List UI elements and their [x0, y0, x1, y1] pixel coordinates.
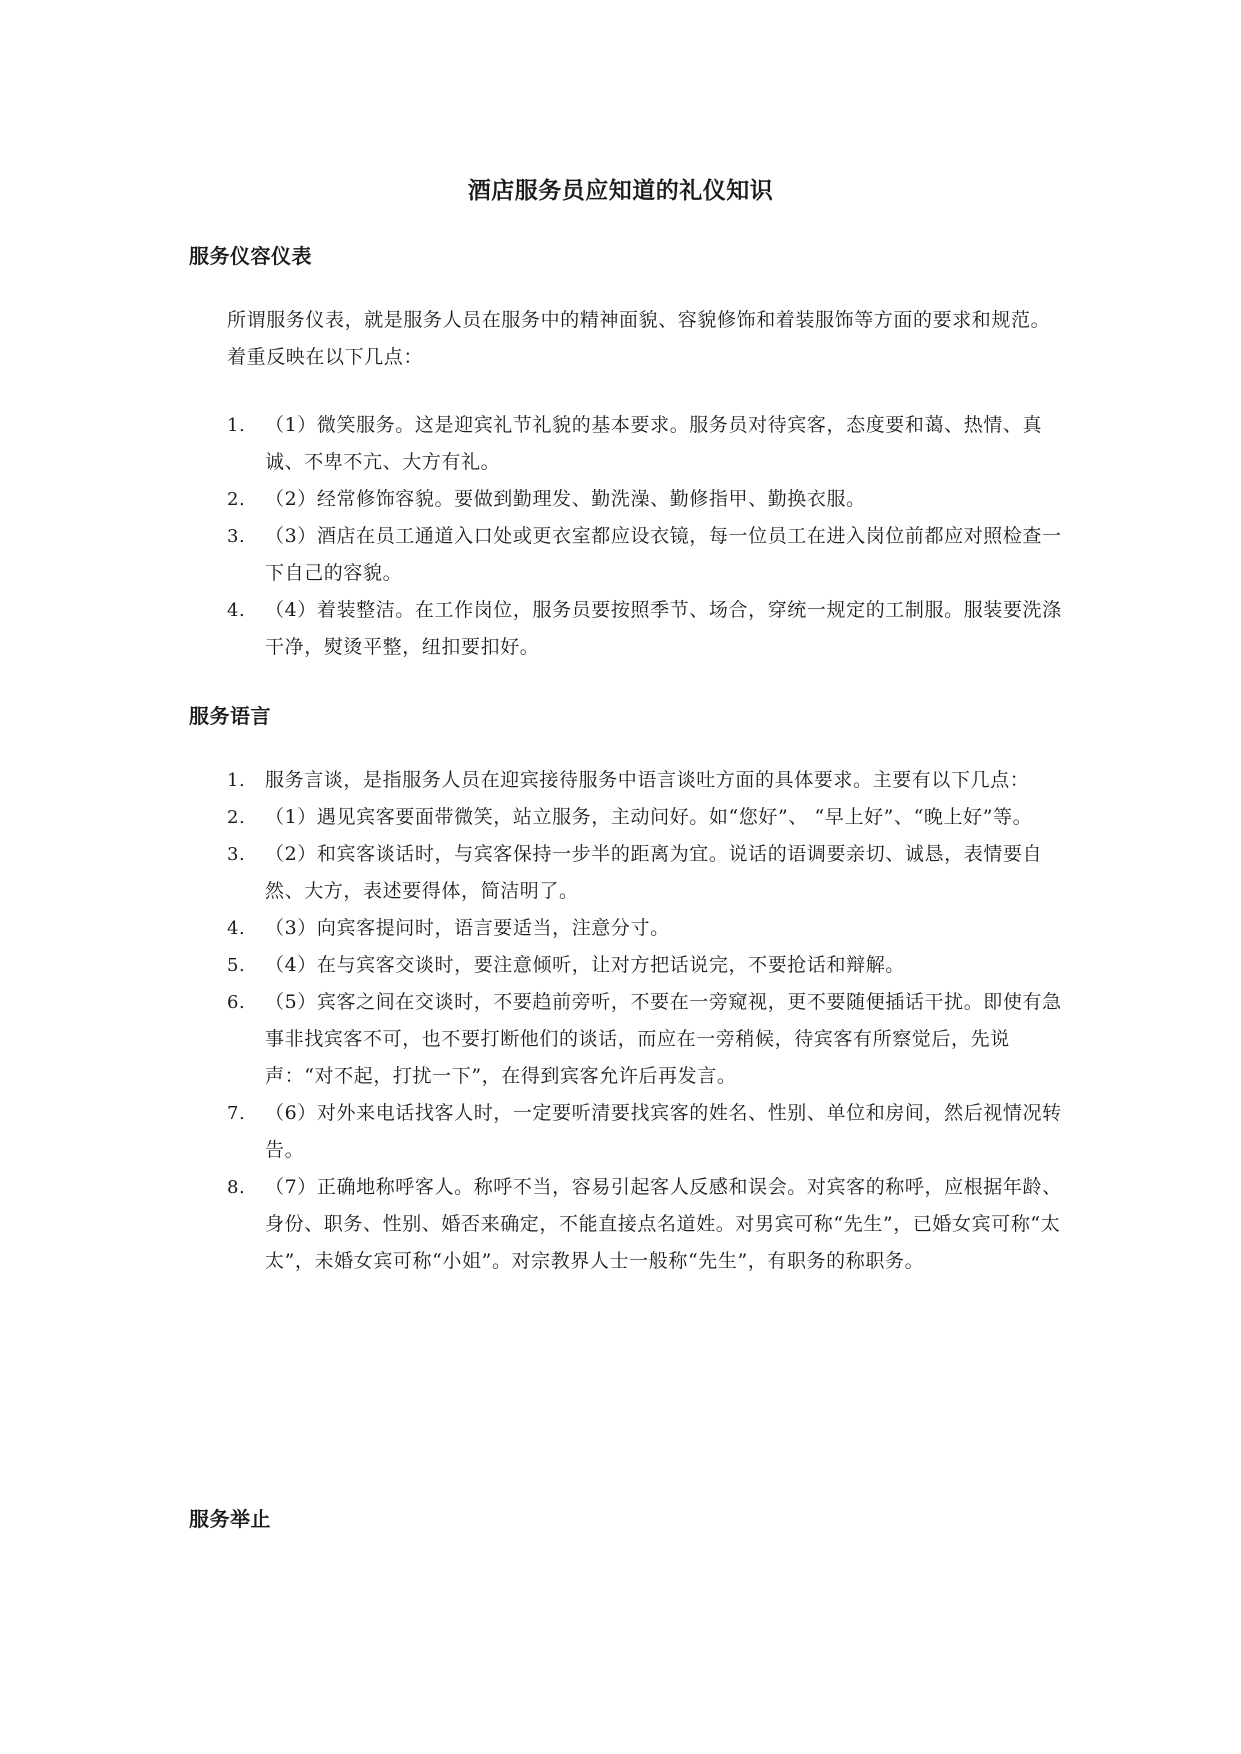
- list-number: 5.: [227, 955, 246, 976]
- list-item-text: （3）酒店在员工通道入口处或更衣室都应设衣镜，每一位员工在进入岗位前都应对照检查一下自己的容貌。: [265, 525, 1062, 584]
- list-item-text: （7）正确地称呼客人。称呼不当，容易引起客人反感和误会。对宾客的称呼，应根据年龄、身份、职务、性别、婚否来确定，不能直接点名道姓。对男宾可称“先生”，已婚女宾可称“太太”，未婚女宾可称“小姐”。对宗教界人士一般称“先生”，有职务的称职务。: [265, 1176, 1062, 1272]
- list-item: [0, 836, 1065, 910]
- list-number: 4.: [227, 918, 246, 939]
- list-item: [0, 1095, 1065, 1169]
- list-item: [0, 592, 1065, 666]
- list-item-text: （6）对外来电话找客人时，一定要听清要找宾客的姓名、性别、单位和房间，然后视情况转告。: [265, 1102, 1062, 1161]
- list-item: [0, 799, 1065, 836]
- appearance-list: [0, 407, 1065, 666]
- list-item-text: 服务言谈，是指服务人员在迎宾接待服务中语言谈吐方面的具体要求。主要有以下几点：: [265, 769, 1030, 791]
- list-number: 2.: [227, 807, 246, 828]
- list-item: [0, 762, 1065, 799]
- list-number: 6.: [227, 992, 246, 1013]
- list-number: 8.: [227, 1177, 246, 1198]
- list-item-text: （4）在与宾客交谈时，要注意倾听，让对方把话说完，不要抢话和辩解。: [265, 954, 905, 976]
- section-heading-manners: 服务举止: [189, 1507, 271, 1531]
- list-number: 1.: [227, 770, 246, 791]
- list-item-text: （3）向宾客提问时，语言要适当，注意分寸。: [265, 917, 670, 939]
- list-number: 7.: [227, 1103, 246, 1124]
- list-item: [0, 407, 1065, 481]
- list-item: [0, 481, 1065, 518]
- list-item-text: （1）遇见宾客要面带微笑，站立服务，主动问好。如“您好”、 “早上好”、“晚上好”等。: [265, 806, 1033, 828]
- list-item: [0, 1169, 1065, 1280]
- list-item-text: （1）微笑服务。这是迎宾礼节礼貌的基本要求。服务员对待宾客，态度要和蔼、热情、真诚、不卑不亢、大方有礼。: [265, 414, 1043, 473]
- list-number: 4.: [227, 600, 246, 621]
- list-item: [0, 910, 1065, 947]
- list-item: [0, 947, 1065, 984]
- list-item-text: （2）经常修饰容貌。要做到勤理发、勤洗澡、勤修指甲、勤换衣服。: [265, 488, 866, 510]
- list-number: 1.: [227, 415, 246, 436]
- list-item-text: （2）和宾客谈话时，与宾客保持一步半的距离为宜。说话的语调要亲切、诚恳，表情要自然、大方，表述要得体，简洁明了。: [265, 843, 1043, 902]
- section-intro-paragraph: 所谓服务仪表，就是服务人员在服务中的精神面貌、容貌修饰和着装服饰等方面的要求和规范。着重反映在以下几点：: [227, 309, 1051, 368]
- list-number: 2.: [227, 489, 246, 510]
- document-title: 酒店服务员应知道的礼仪知识: [467, 177, 774, 204]
- list-item-text: （4）着装整洁。在工作岗位，服务员要按照季节、场合，穿统一规定的工制服。服装要洗涤干净，熨烫平整，纽扣要扣好。: [265, 599, 1062, 658]
- section-heading-language: 服务语言: [189, 704, 271, 728]
- language-list: [0, 762, 1065, 1280]
- section-heading-appearance: 服务仪容仪表: [189, 244, 312, 268]
- list-item: [0, 518, 1065, 592]
- list-item: [0, 984, 1065, 1095]
- list-number: 3.: [227, 526, 246, 547]
- list-item-text: （5）宾客之间在交谈时，不要趋前旁听，不要在一旁窥视，更不要随便插话干扰。即使有急事非找宾客不可，也不要打断他们的谈话，而应在一旁稍候，待宾客有所察觉后，先说声：“对不起，打扰一下”，在得到宾客允许后再发言。: [265, 991, 1062, 1087]
- list-number: 3.: [227, 844, 246, 865]
